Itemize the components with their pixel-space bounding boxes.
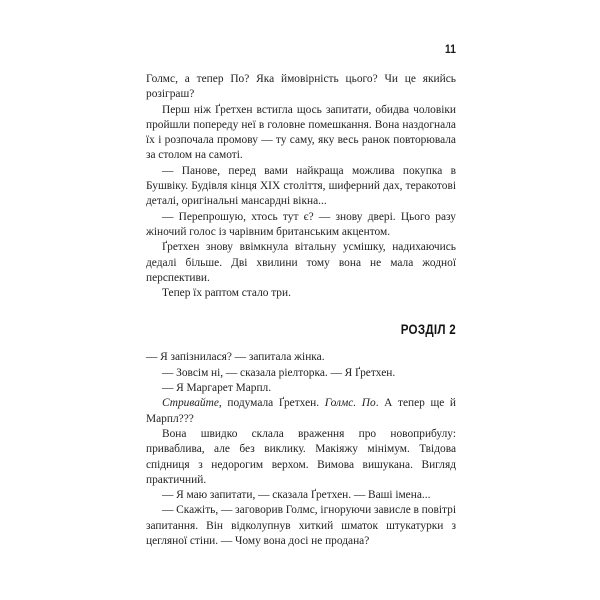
paragraph-1: Голмс, а тепер По? Яка ймовірність цього? Чи це якийсь розіграш? [146,73,456,101]
paragraph-9: — Я Маргарет Марпл. [162,382,272,395]
text-column [146,44,456,549]
paragraph-4: — Перепрошую, хтось тут є? — знову двері. Цього разу жіночий голос із чарівним британським акцентом. [146,210,456,238]
paragraph-11: Вона швидко склала враження про новоприбулу: приваблива, але без виклику. Макіяжу мінімум. Твідова спідниця з недорогим верхом. Вимова вишукана. Вигляд практичний. [146,427,456,486]
paragraph-7: — Я запізнилася? — запитала жінка. [146,351,325,364]
paragraph-10 [146,396,456,427]
paragraph-10-tail: . А тепер ще й Марпл??? [146,397,457,425]
paragraph-8: — Зовсім ні, — сказала ріелторка. — Я Ґретхен. [162,366,396,379]
paragraph-13: — Скажіть, — заговорив Голмс, ігноруючи зависле в повітрі запитання. Він відколупнув хиткий шматок штукатурки з цегляної стіни. — Чому вона досі не продана? [146,504,456,548]
paragraph-3: — Панове, перед вами найкраща можлива покупка в Бушвіку. Будівля кінця XIX століття, шиферний дах, теракотові деталі, оригінальні мансардні вікна... [146,164,456,208]
page-number: 11 [444,44,456,56]
paragraph-2: Перш ніж Ґретхен встигла щось запитати, обидва чоловіки пройшли попереду неї в головне помешкання. Вона наздогнала їх і розпочала промову — ту саму, яку весь ранок повторювала за столом на самоті. [146,103,456,162]
paragraph-6: Тепер їх раптом стало три. [162,287,291,300]
italic-phrase-strivayte: Стривайте [162,397,219,410]
chapter-heading: РОЗДІЛ 2 [400,322,456,338]
paragraph-5: Ґретхен знову ввімкнула вітальну усмішку, надихаючись дедалі більше. Дві хвилини тому вона не мала жодної перспективи. [146,241,456,284]
paragraph-12: — Я маю запитати, — сказала Ґретхен. — Ваші імена... [162,489,431,502]
italic-phrase-holms-po: Голмс. По [324,397,376,410]
paragraph-10-mid: , подумала Ґретхен. [218,397,325,410]
